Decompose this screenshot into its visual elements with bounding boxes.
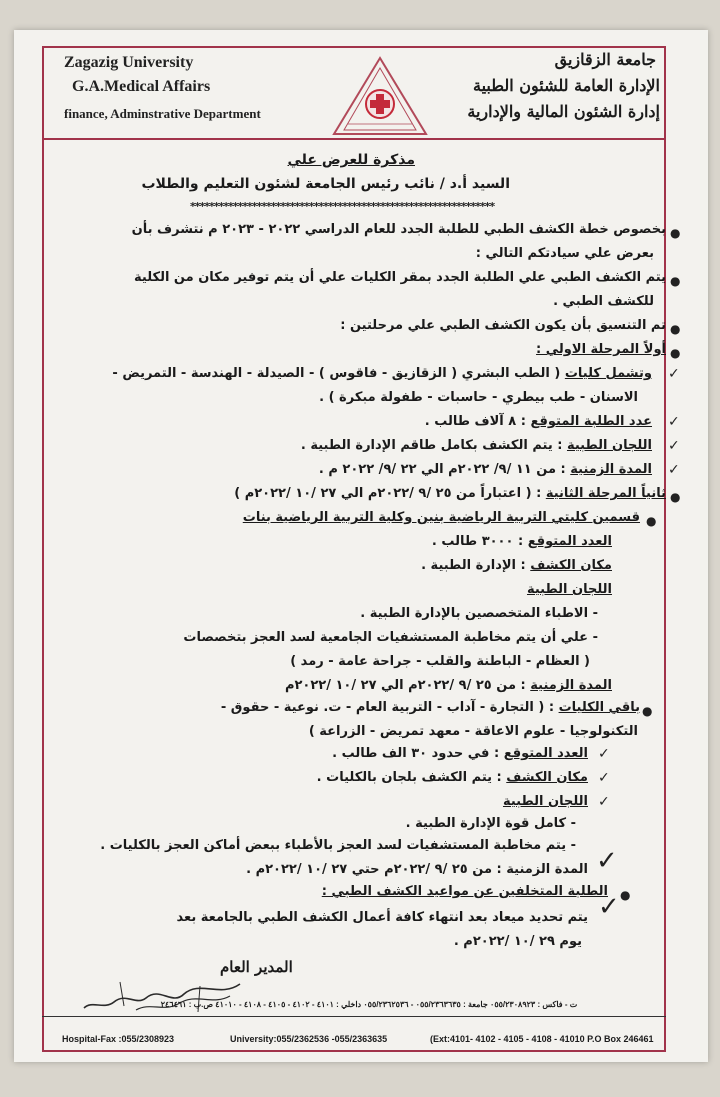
paragraph-1-line-1: بخصوص خطة الكشف الطبي للطلبة الجدد للعام الدراسي ٢٠٢٢ - ٢٠٢٣ م نتشرف بأن (131, 222, 666, 237)
bullet-icon: ● (670, 226, 681, 240)
phase-2-period (285, 678, 612, 693)
late-students-line-1: يتم تحديد ميعاد بعد انتهاء كافة أعمال الكشف الطبي بالجامعة بعد (176, 910, 588, 925)
phase-1-period-value: : من ١١ /٩/ ٢٠٢٢م الي ٢٢ /٩/ ٢٠٢٢ م . (318, 462, 566, 477)
checkmark-icon: ✓ (598, 892, 620, 922)
bullet-icon: ● (670, 490, 681, 504)
phase-1-committees-value: : يتم الكشف بكامل طاقم الإدارة الطبية . (300, 438, 563, 453)
bullet-icon: ● (620, 888, 631, 902)
footer-arabic-contacts: ت - فاكس : ٠٥٥/٢٣٠٨٩٢٣ جامعة : ٠٥٥/٢٣٦٣٦٣٥ - ٠٥٥/٢٣٦٢٥٣٦ داخلي : ٤١٠١ - ٤١٠٢ - ٤١٠٥ - ٤١٠٨ - ٤١٠١٠ ص.ب : ٢٤٦٤٦١ (160, 1000, 578, 1009)
phase-1-period (319, 462, 652, 477)
phase-2-committee-item-3: ( العظام - الباطنة والقلب - جراحة عامة - رمد ) (290, 654, 590, 669)
late-students-line-2: يوم ٢٩ /١٠ /٢٠٢٢م . (453, 934, 582, 949)
rest-period: المدة الزمنية : من ٢٥ /٩ /٢٠٢٢م حتي ٢٧ /١٠ /٢٠٢٢م . (246, 862, 588, 877)
arabic-university-name: جامعة الزقازيق (554, 50, 656, 69)
phase-2-place (421, 558, 612, 573)
english-affairs-name: G.A.Medical Affairs (72, 78, 211, 95)
phase-2-count-value: : ٣٠٠٠ طالب . (431, 534, 524, 549)
rest-colleges-line-1: : ( التجارة - آداب - التربية العام - ت. نوعية - حقوق - (220, 700, 555, 715)
document-border (42, 46, 666, 1052)
phase-1-committees-label: اللجان الطبية (566, 438, 652, 453)
checkmark-icon: ✓ (598, 746, 610, 762)
director-title: المدير العام (220, 958, 293, 976)
rest-place-label: مكان الكشف (506, 770, 588, 785)
phase-2-period-label: المدة الزمنية (530, 678, 612, 693)
rest-committee-item-1: - كامل قوة الإدارة الطبية . (405, 816, 576, 831)
phase-2-sports-colleges: قسمين كليتي التربية الرياضية بنين وكلية التربية الرياضية بنات (242, 510, 640, 525)
paragraph-3: تم التنسيق بأن يكون الكشف الطبي علي مرحلتين : (340, 318, 666, 333)
header-divider (42, 138, 666, 140)
rest-committee-item-2: - يتم مخاطبة المستشفيات لسد العجز بالأطباء ببعض أماكن العجز بالكليات . (100, 838, 576, 853)
checkmark-icon: ✓ (668, 438, 680, 454)
phase-1-committees (301, 438, 652, 453)
english-department-name: finance, Adminstrative Department (64, 106, 261, 121)
phase-2-place-value: : الإدارة الطبية . (421, 558, 526, 573)
phase-2-start: : ( اعتباراً من ٢٥ /٩ /٢٠٢٢م الي ٢٧ /١٠ /٢٠٢٢م ) (234, 486, 542, 501)
phase-1-period-label: المدة الزمنية (570, 462, 652, 477)
bullet-icon: ● (646, 514, 657, 528)
phase-2-count-label: العدد المتوقع (527, 534, 612, 549)
bullet-icon: ● (670, 346, 681, 360)
footer-extensions-box: (Ext:4101- 4102 - 4105 - 4108 - 41010 P.O Box 246461 (430, 1034, 654, 1044)
rest-place (317, 770, 588, 785)
rest-colleges-line-2: التكنولوجيا - علوم الاعاقة - معهد تمريض - الزراعة ) (308, 724, 638, 739)
phase-1-count-value: : ٨ آلاف طالب . (424, 414, 526, 429)
phase-2-count (432, 534, 612, 549)
phase-2-place-label: مكان الكشف (530, 558, 612, 573)
rest-colleges (221, 700, 640, 715)
footer-university-phone: University:055/2362536 -055/2363635 (230, 1034, 388, 1044)
phase-1-count-label: عدد الطلبة المتوقع (530, 414, 652, 429)
checkmark-icon: ✓ (598, 770, 610, 786)
phase-1-count (425, 414, 652, 429)
footer-hospital-fax: Hospital-Fax :055/2308923 (62, 1034, 175, 1044)
director-signature (80, 976, 250, 1020)
rest-count-value: : في حدود ٣٠ الف طالب . (332, 746, 500, 761)
memo-addressee: السيد أ.د / نائب رئيس الجامعة لشئون التعليم والطلاب (141, 176, 510, 192)
arabic-department-name: إدارة الشئون المالية والإدارية (467, 102, 660, 121)
checkmark-icon: ✓ (668, 366, 680, 382)
english-university-name: Zagazig University (64, 54, 194, 71)
checkmark-icon: ✓ (668, 462, 680, 478)
checkmark-icon: ✓ (668, 414, 680, 430)
phase-2-committees-label: اللجان الطبية (526, 582, 612, 597)
paragraph-2-line-2: للكشف الطبي . (553, 294, 654, 309)
rest-place-value: : يتم الكشف بلجان بالكليات . (316, 770, 502, 785)
rest-count-label: العدد المتوقع (503, 746, 588, 761)
phase-2-title-label: ثانياً المرحلة الثانية (545, 486, 666, 501)
arabic-affairs-name: الإدارة العامة للشئون الطبية (473, 76, 660, 95)
phase-1-colleges (112, 366, 652, 381)
phase-2-period-value: : من ٢٥ /٩ /٢٠٢٢م الي ٢٧ /١٠ /٢٠٢٢م (284, 678, 526, 693)
phase-1-colleges-line-2: الاسنان - طب بيطري - حاسبات - طفولة مبكرة ) . (319, 390, 638, 405)
stars-divider: **************************************************************** (190, 200, 495, 213)
bullet-icon: ● (670, 274, 681, 288)
footer-divider (42, 1016, 666, 1017)
late-students-title: الطلبة المتخلفين عن مواعيد الكشف الطبي : (321, 884, 608, 899)
memo-title: مذكرة للعرض علي (287, 152, 415, 168)
bullet-icon: ● (642, 704, 653, 718)
paragraph-1-line-2: بعرض علي سيادتكم التالي : (475, 246, 654, 261)
medical-affairs-logo (328, 54, 432, 138)
rest-colleges-label: باقي الكليات (558, 700, 640, 715)
rest-committees-label: اللجان الطبية (502, 794, 588, 809)
bullet-icon: ● (670, 322, 681, 336)
phase-2-committee-item-2: - علي أن يتم مخاطبة المستشفيات الجامعية لسد العجز بتخصصات (183, 630, 598, 645)
phase-2-committee-item-1: - الاطباء المتخصصين بالإدارة الطبية . (360, 606, 598, 621)
checkmark-icon: ✓ (598, 794, 610, 810)
rest-count (332, 746, 588, 761)
paragraph-2-line-1: يتم الكشف الطبي علي الطلبة الجدد بمقر الكليات علي أن يتم توفير مكان من الكلية (134, 270, 666, 285)
phase-1-title: أولاً المرحلة الاولي : (536, 342, 666, 357)
phase-1-colleges-label: وتشمل كليات (564, 366, 652, 381)
phase-1-colleges-line-1: ( الطب البشري ( الزقازيق - فاقوس ) - الصيدلة - الهندسة - التمريض - (112, 366, 561, 381)
phase-2-title (234, 486, 666, 501)
checkmark-icon: ✓ (596, 846, 618, 876)
